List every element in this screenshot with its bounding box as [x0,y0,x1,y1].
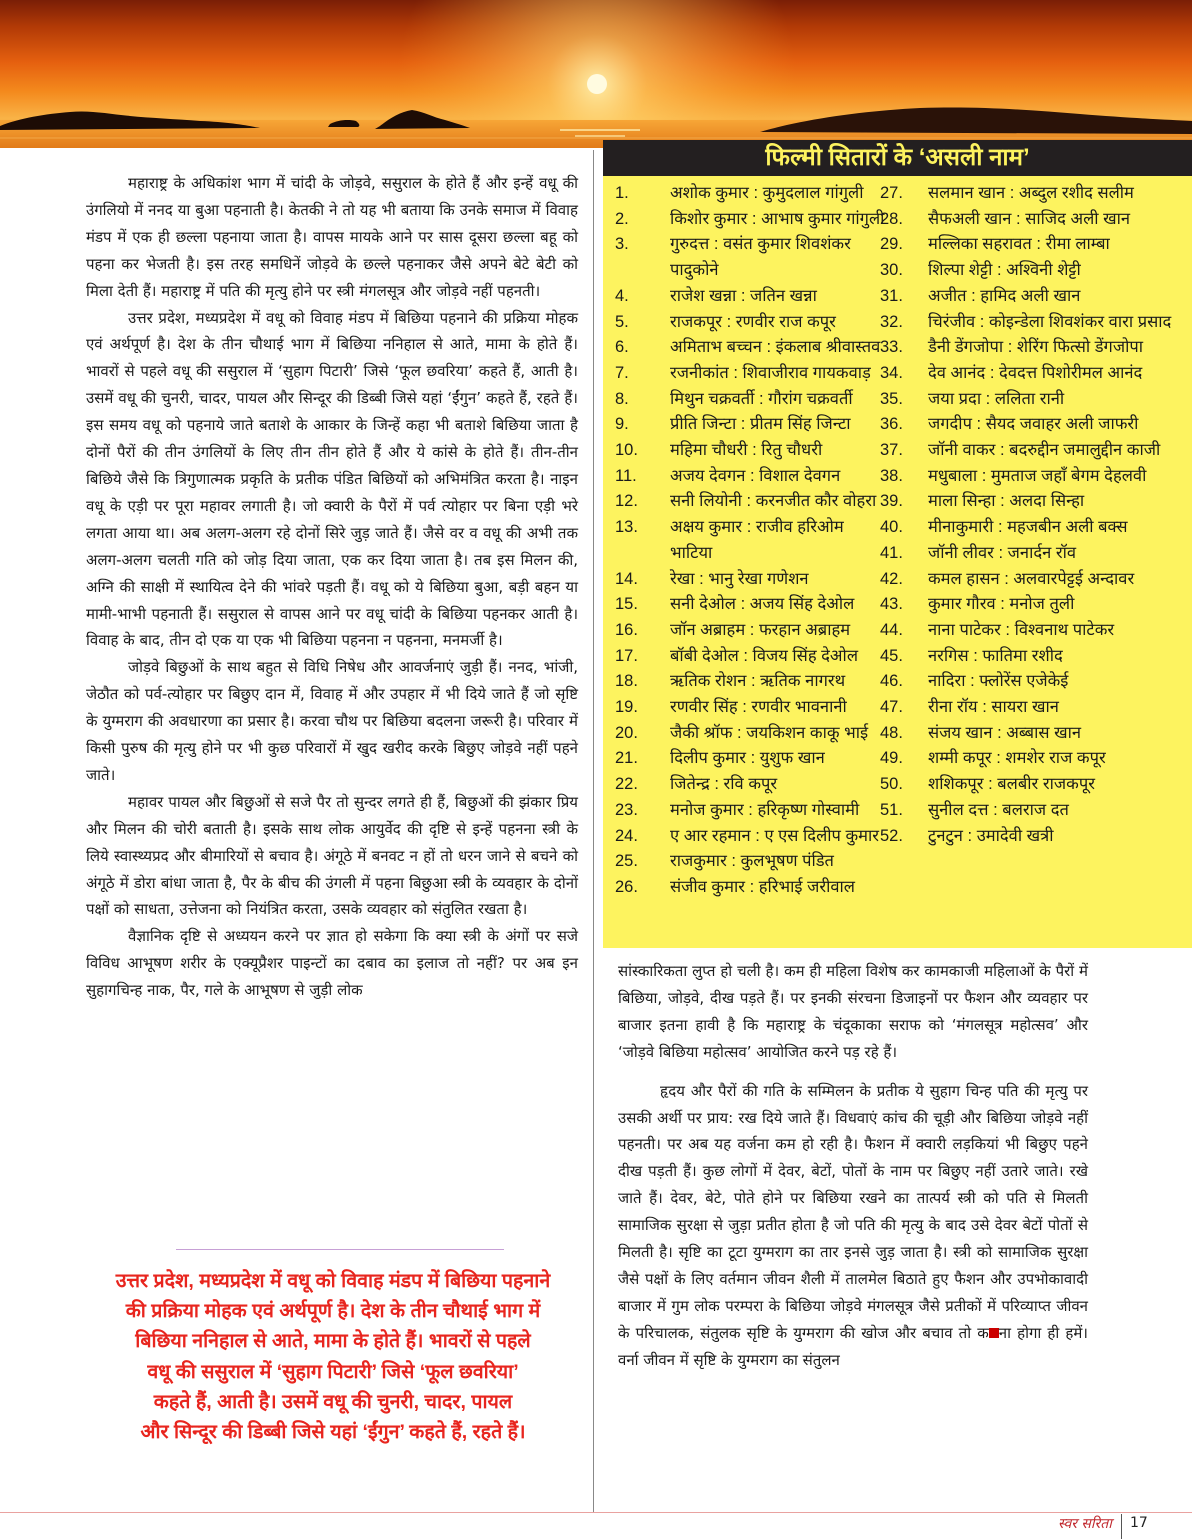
film-star-number: 28. [880,209,903,228]
film-star-name: जॉन अब्राहम : फरहान अब्राहम [670,620,851,639]
film-star-item [615,284,887,310]
film-star-name: संजीव कुमार : हरिभाई जरीवाल [670,877,855,896]
film-star-item [880,515,1180,541]
film-star-item [615,361,887,387]
film-star-number: 36. [880,415,903,434]
film-star-name: सैफअली खान : साजिद अली खान [928,209,1131,228]
film-star-name: जया प्रदा : ललिता रानी [928,389,1065,408]
film-star-number: 47. [880,698,903,717]
article-paragraph: महावर पायल और बिछुओं से सजे पैर तो सुन्दर लगते ही हैं, बिछुओं की झंकार प्रिय और मिलन की चोरी बताती है। इसके साथ लोक आयुर्वेद की दृष्टि से इन्हें पहनना स्त्री के लिये स्वास्थ्यप्रद और बीमारियों से बचाव है। अंगूठे में बनवट न हों तो धरन जाने से बचने को अंगूठे में डोरा बांधा जाता है, पैर के बीच की उंगली में पहना बिछुआ स्त्री के व्यवहार के दोनों पक्षों को साधता, उत्तेजना को नियंत्रित करता, उसके व्यवहार को संतुलित रखता है। [86,792,578,919]
film-star-number: 33. [880,338,903,357]
film-star-name: रणवीर सिंह : रणवीर भावनानी [670,698,847,717]
film-star-name: जितेन्द्र : रवि कपूर [670,775,778,794]
film-star-number: 45. [880,646,903,665]
film-star-number: 6. [615,338,629,357]
paragraph-text: ना होगा ही हमें। वर्ना जीवन में सृष्टि के युग्मराग का संतुलन [618,1323,1088,1369]
film-star-name: कमल हासन : अलवारपेट्टई अन्दावर [928,569,1135,588]
film-star-item [880,695,1180,721]
film-star-number: 30. [880,261,903,280]
film-star-item [615,232,887,283]
left-article-column [86,170,578,1004]
film-star-item [615,592,887,618]
film-star-name: सनी देओल : अजय सिंह देओल [670,595,855,614]
film-star-number: 44. [880,620,903,639]
film-stars-list-left [615,181,887,901]
pull-quote-line: बिछिया ननिहाल से आते, मामा के होते हैं। भावरों से पहले [135,1330,531,1353]
film-star-name: प्रीति जिन्टा : प्रीतम सिंह जिन्टा [670,415,851,434]
film-star-item [880,567,1180,593]
column-divider [593,150,594,1512]
film-star-number: 20. [615,723,638,742]
film-star-name: टुनटुन : उमादेवी खत्री [928,826,1054,845]
red-marker-icon [989,1328,999,1338]
film-star-item [880,181,1180,207]
film-star-item [615,669,887,695]
film-star-name: शम्मी कपूर : शमशेर राज कपूर [928,749,1106,768]
film-star-item [615,207,887,233]
film-star-number: 2. [615,209,629,228]
film-star-number: 43. [880,595,903,614]
film-star-item [615,515,887,566]
film-star-item [880,618,1180,644]
film-star-name: मीनाकुमारी : महजबीन अली बक्स [928,518,1128,537]
film-star-item [880,644,1180,670]
film-star-number: 16. [615,620,638,639]
film-star-number: 40. [880,518,903,537]
pull-quote-line: कहते हैं, आती है। उसमें वधू की चुनरी, चादर, पायल [153,1390,513,1413]
film-star-name: राजकपूर : रणवीर राज कपूर [670,312,836,331]
film-star-item [615,772,887,798]
film-star-name: मनोज कुमार : हरिकृष्ण गोस्वामी [670,800,860,819]
film-star-number: 7. [615,363,629,382]
pull-quote-rule [176,1249,504,1250]
film-star-item [615,695,887,721]
film-star-number: 3. [615,235,629,254]
film-star-number: 9. [615,415,629,434]
film-star-item [880,489,1180,515]
film-star-item [615,181,887,207]
film-star-number: 34. [880,363,903,382]
film-star-name: नादिरा : फ्लोरेंस एजेकेई [928,672,1069,691]
film-star-item [615,875,887,901]
film-star-name: जगदीप : सैयद जवाहर अली जाफरी [928,415,1139,434]
film-star-item [615,746,887,772]
film-star-name: सनी लियोनी : करनजीत कौर वोहरा [670,492,877,511]
film-star-item [615,438,887,464]
film-star-item [880,772,1180,798]
film-star-item [880,669,1180,695]
film-star-name: संजय खान : अब्बास खान [928,723,1082,742]
page-number-separator [1121,1514,1122,1539]
film-star-name: रीना रॉय : सायरा खान [928,698,1059,717]
film-star-item [615,721,887,747]
film-star-item [880,541,1180,567]
film-star-number: 27. [880,184,903,202]
sunset-landscape-icon [0,0,1192,148]
film-star-number: 37. [880,441,903,460]
film-star-item [880,310,1180,336]
film-star-item [615,489,887,515]
film-star-name: अजय देवगन : विशाल देवगन [670,466,841,485]
film-star-number: 31. [880,286,903,305]
film-star-name: शिल्पा शेट्टी : अश्विनी शेट्टी [928,261,1081,280]
film-star-number: 22. [615,775,638,794]
film-star-item [615,412,887,438]
film-star-name: जैकी श्रॉफ : जयकिशन काकू भाई [670,723,869,742]
film-star-name: माला सिन्हा : अलदा सिन्हा [928,492,1085,511]
film-star-item [880,361,1180,387]
right-article-column [618,958,1088,1374]
film-star-number: 17. [615,646,638,665]
film-star-number: 29. [880,235,903,254]
film-stars-title: फिल्मी सितारों के ‘असली नाम’ [603,140,1192,176]
film-star-name: अक्षय कुमार : राजीव हरिओम भाटिया [670,518,844,562]
film-star-item [615,798,887,824]
film-star-name: गुरुदत्त : वसंत कुमार शिवशंकर पादुकोने [670,235,851,280]
film-star-name: सलमान खान : अब्दुल रशीद सलीम [928,184,1134,202]
film-star-name: किशोर कुमार : आभाष कुमार गांगुली [670,209,885,228]
film-star-item [615,387,887,413]
film-star-name: राजेश खन्ना : जतिन खन्ना [670,286,817,305]
header-sunset-image [0,0,1192,148]
film-star-name: मधुबाला : मुमताज जहाँ बेगम देहलवी [928,466,1147,485]
film-star-number: 46. [880,672,903,691]
article-paragraph: वैज्ञानिक दृष्टि से अध्ययन करने पर ज्ञात हो सकेगा कि क्या स्त्री के अंगों पर सजे विविध आभूषण शरीर के एक्यूप्रैशर पाइन्टों का दबाव का इलाज तो नहीं? पर अब इन सुहागचिन्ह नाक, पैर, गले के आभूषण से जुड़ी लोक [86,927,578,1000]
pull-quote-line: उत्तर प्रदेश, मध्यप्रदेश में वधू को विवाह मंडप में बिछिया पहनाने [115,1270,551,1292]
film-star-name: ऋतिक रोशन : ऋतिक नागरथ [670,672,846,691]
film-star-name: रजनीकांत : शिवाजीराव गायकवाड़ [670,363,871,382]
film-star-number: 15. [615,595,638,614]
film-star-number: 12. [615,492,638,511]
film-star-name: मल्लिका सहरावत : रीमा लाम्बा [928,235,1110,254]
film-star-number: 8. [615,389,629,408]
film-star-number: 41. [880,543,903,562]
film-star-number: 38. [880,466,903,485]
film-star-number: 26. [615,877,638,896]
film-star-item [880,232,1180,258]
film-star-number: 10. [615,441,638,460]
film-star-item [880,412,1180,438]
magazine-name: स्वर सरिता [1058,1516,1112,1532]
film-star-number: 18. [615,672,638,691]
film-star-name: बॉबी देओल : विजय सिंह देओल [670,646,859,665]
film-star-name: नरगिस : फातिमा रशीद [928,646,1063,665]
film-star-item [880,335,1180,361]
film-star-item [615,335,887,361]
film-star-number: 35. [880,389,903,408]
film-star-item [615,310,887,336]
film-star-number: 1. [615,184,629,202]
film-star-number: 21. [615,749,638,768]
paragraph-text: हृदय और पैरों की गति के सम्मिलन के प्रतीक ये सुहाग चिन्ह पति की मृत्यु पर उसकी अर्थी पर प्राय: रख दिये जाते हैं। विधवाएं कांच की चूड़ी और बिछिया जोड़वे नहीं पहनती। पर अब यह वर्जना कम हो रही है। फैशन में क्वारी लड़कियां भी बिछुए पहने दीख पड़ती हैं। कुछ लोगों में देवर, बेटों, पोतों के नाम पर बिछुए नहीं उतारे जाते। रखे जाते हैं। देवर, बेटे, पोते होने पर बिछिया रखने का तात्पर्य स्त्री को पति से मिलती सामाजिक सुरक्षा से जुड़ा प्रतीत होता है जो पति की मृत्यु के बाद उसे देवर बेटों पोतों से मिलती है। सृष्टि का टूटा युग्मराग का तार इनसे जुड़ जाता है। स्त्री को सामाजिक सुरक्षा जैसे पक्षों के लिए वर्तमान जीवन शैली में तालमेल बिठाते हुए फैशन और उपभोकावादी बाजार में गुम लोक परम्परा के बिछिया जोड़वे मंगलसूत्र जैसे प्रतीकों में परिव्याप्त जीवन के परिचालक, संतुलक सृष्टि के युग्मराग की खोज और बचाव तो क [618,1081,1088,1342]
film-star-name: अजीत : हामिद अली खान [928,286,1081,305]
film-star-item [880,721,1180,747]
film-star-number: 5. [615,312,629,331]
film-star-number: 49. [880,749,903,768]
film-star-name: नाना पाटेकर : विश्वनाथ पाटेकर [928,620,1115,639]
pull-quote-line: की प्रक्रिया मोहक एवं अर्थपूर्ण है। देश के तीन चौथाई भाग में [125,1300,541,1323]
film-star-name: जॉनी वाकर : बदरुद्दीन जमालुद्दीन काजी [928,441,1161,460]
film-star-number: 4. [615,286,629,305]
film-star-item [615,567,887,593]
film-star-name: डैनी डेंगजोपा : शेरिंग फित्सो डेंगजोपा [928,338,1143,357]
film-star-number: 14. [615,569,638,588]
pull-quote-line: वधू की ससुराल में ‘सुहाग पिटारी’ जिसे ‘फूल छवरिया’ [147,1360,519,1383]
film-star-number: 25. [615,852,638,871]
article-paragraph: महाराष्ट्र के अधिकांश भाग में चांदी के जोड़वे, ससुराल के होते हैं और इन्हें वधू की उंगलियो में ननद या बुआ पहनाती है। केतकी ने तो यह भी बताया कि उनके समाज में विवाह मंडप में एक ही छल्ला पहनाया जाता है। वापस मायके आने पर सास दूसरा छल्ला बहू को पहना कर भेजती है। इस तरह समधिनें जोड़वे के छल्ले पहनाकर जैसे अपने बेटे बेटी को मिला देती हैं। महाराष्ट्र में पति की मृत्यु होने पर स्त्री मंगलसूत्र और जोड़वे नहीं पहनती। [86,174,578,300]
pull-quote-line: और सिन्दूर की डिब्बी जिसे यहां ‘ईंगुन’ कहते हैं, रहते हैं। [140,1421,526,1444]
film-star-number: 50. [880,775,903,794]
film-star-item [880,798,1180,824]
film-star-item [880,438,1180,464]
page-number: 17 [1130,1515,1148,1531]
article-paragraph: सांस्कारिकता लुप्त हो चली है। कम ही महिला विशेष कर कामकाजी महिलाओं के पैरों में बिछिया, जोड़वे, दीख पड़ते हैं। पर इनकी संरचना डिजाइनों पर फैशन और व्यवहार पर बाजार इतना हावी है कि महाराष्ट्र के चंदूकाका सराफ को ‘मंगलसूत्र महोत्सव’ और ‘जोड़वे बिछिया महोत्सव’ आयोजित करने पड़ रहे हैं। [618,962,1088,1061]
film-star-item [615,644,887,670]
film-star-item [880,387,1180,413]
film-star-name: दिलीप कुमार : युशुफ खान [670,749,825,768]
article-paragraph [618,1078,1088,1374]
film-star-number: 52. [880,826,903,845]
film-star-name: मिथुन चक्रवर्ती : गौरांग चक्रवर्ती [670,389,853,408]
film-star-name: अशोक कुमार : कुमुदलाल गांगुली [670,184,864,202]
film-star-item [615,618,887,644]
film-star-name: देव आनंद : देवदत्त पिशोरीमल आनंद [928,363,1143,382]
article-paragraph: उत्तर प्रदेश, मध्यप्रदेश में वधू को विवाह मंडप में बिछिया पहनाने की प्रक्रिया मोहक एवं अर्थपूर्ण है। देश के तीन चौथाई भाग में बिछिया ननिहाल से आते, मामा के होते हैं। भावरों से पहले वधू की ससुराल में ‘सुहाग पिटारी’ जिसे ‘फूल छवरिया’ कहते हैं, आती है। उसमें वधू की चुनरी, चादर, पायल और सिन्दूर की डिब्बी जिसे यहां ‘ईंगुन’ कहते हैं, रहते हैं। इस समय वधू को पहनाये जाते बताशे के आकार के जिन्हें कहा भी बताशे बिछिया जाता है दोनों पैरों की तीन उंगलियों के लिए तीन तीन होते हैं और ये कांसे के होते हैं। तीन-तीन बिछिये जैसे कि त्रिगुणात्मक प्रकृति के प्रतीक पंडित बिछियों को अभिमंत्रित करता है। नाइन वधू के एड़ी पर पूरा महावर लगाती है। जो क्वारी के पैरों में पर्व त्योहार पर बिना एड़ी भरे लगता आया था। अब अलग-अलग रहे दोनों सिरे जुड़ जाते हैं। जैसे वर व वधू की अभी तक अलग-अलग चलती गति को जोड़ दिया जाता, एक कर दिया जाता है। तब इस मिलन की, अग्नि की साक्षी में स्थायित्व देने की भांवरे पड़ती हैं। वधू को ये बिछिया बुआ, बड़ी बहन या मामी-भाभी पहनाती हैं। ससुराल से वापस आने पर वधू चांदी के बिछिया पहनकर आती है। विवाह के बाद, तीन दो एक या एक भी बिछिया पहनना न पहनना, मनमर्जी है। [86,308,578,650]
article-paragraph: जोड़वे बिछुओं के साथ बहुत से विधि निषेध और आवर्जनाएं जुड़ी हैं। ननद, भांजी, जेठौत को पर्व-त्योहार पर बिछुए दान में, विवाह में और उपहार में भी दिये जाते हैं जो सृष्टि के युग्मराग की अवधारणा का प्रसार है। करवा चौथ पर बिछिया बदलना जरूरी है। परिवार में किसी पुरुष की मृत्यु होने पर भी कुछ परिवारों में खुद खरीद करके बिछुए जोड़वे नहीं पहने जाते। [86,658,578,784]
film-star-number: 19. [615,698,638,717]
film-star-item [880,746,1180,772]
film-stars-list-right [880,181,1180,849]
film-star-name: ए आर रहमान : ए एस दिलीप कुमार [670,826,880,845]
pull-quote [92,1266,574,1447]
film-star-number: 11. [615,466,637,485]
film-star-number: 39. [880,492,903,511]
film-star-item [615,824,887,850]
film-star-name: कुमार गौरव : मनोज तुली [928,595,1075,614]
film-star-item [880,592,1180,618]
film-star-number: 48. [880,723,903,742]
film-star-name: रेखा : भानु रेखा गणेशन [670,569,809,588]
film-star-name: सुनील दत्त : बलराज दत [928,800,1069,819]
film-star-name: राजकुमार : कुलभूषण पंडित [670,852,834,871]
film-star-number: 51. [880,800,903,819]
film-star-item [880,258,1180,284]
film-star-name: जॉनी लीवर : जनार्दन रॉव [928,543,1077,562]
film-star-item [880,824,1180,850]
film-star-name: अमिताभ बच्चन : इंकलाब श्रीवास्तव [670,338,881,357]
film-star-number: 32. [880,312,903,331]
film-star-item [615,464,887,490]
film-star-name: महिमा चौधरी : रितु चौधरी [670,441,823,460]
film-star-name: चिरंजीव : कोइन्डेला शिवशंकर वारा प्रसाद [928,312,1172,331]
film-star-name: शशिकपूर : बलबीर राजकपूर [928,775,1095,794]
film-star-item [880,284,1180,310]
film-star-number: 24. [615,826,638,845]
film-star-item [880,207,1180,233]
film-star-number: 13. [615,518,638,537]
film-star-number: 23. [615,800,638,819]
film-star-number: 42. [880,569,903,588]
footer-rule [0,1512,1192,1513]
film-star-item [615,849,887,875]
film-star-item [880,464,1180,490]
